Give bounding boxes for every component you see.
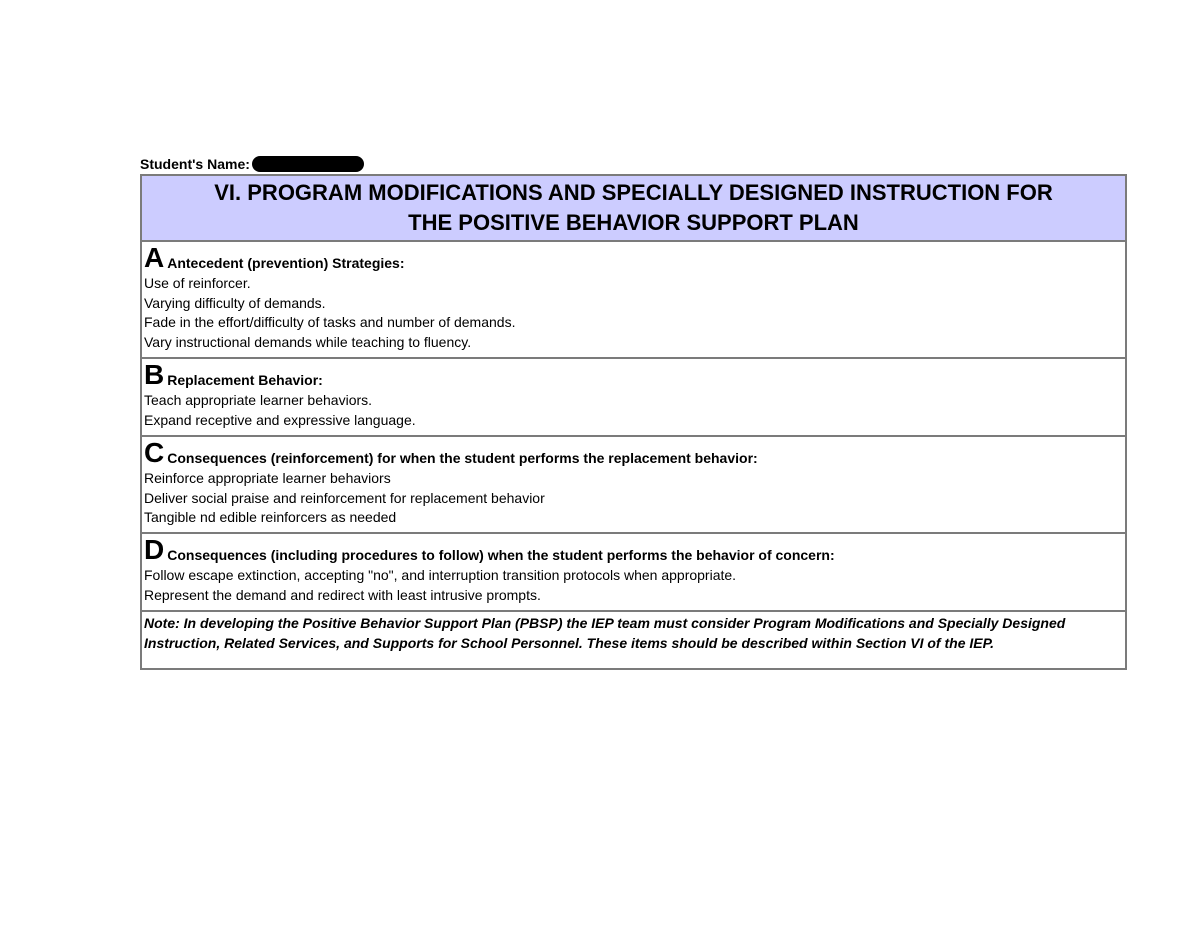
section-b bbox=[141, 358, 1126, 436]
list-item: Deliver social praise and reinforcement for replacement behavior bbox=[144, 489, 545, 506]
section-a-title: Antecedent (prevention) Strategies: bbox=[167, 255, 405, 271]
list-item: Varying difficulty of demands. bbox=[144, 294, 326, 311]
section-c bbox=[141, 436, 1126, 533]
section-d bbox=[141, 533, 1126, 611]
list-item: Vary instructional demands while teaching to fluency. bbox=[144, 333, 472, 350]
pbsp-table bbox=[140, 174, 1127, 670]
section-d-title: Consequences (including procedures to follow) when the student performs the behavior of concern: bbox=[167, 547, 835, 563]
list-item: Use of reinforcer. bbox=[144, 275, 251, 291]
list-item: Follow escape extinction, accepting "no", and interruption transition protocols when appropriate. bbox=[144, 567, 737, 583]
header-title-line1: VI. PROGRAM MODIFICATIONS AND SPECIALLY DESIGNED INSTRUCTION FOR bbox=[214, 180, 1053, 205]
list-item: Represent the demand and redirect with least intrusive prompts. bbox=[144, 586, 541, 603]
list-item: Fade in the effort/difficulty of tasks and number of demands. bbox=[144, 314, 516, 330]
list-item: Expand receptive and expressive language. bbox=[144, 411, 416, 428]
list-item: Tangible nd edible reinforcers as needed bbox=[144, 509, 397, 525]
section-b-title: Replacement Behavior: bbox=[167, 372, 323, 388]
section-c-letter: C bbox=[144, 437, 165, 468]
header-title-line2: THE POSITIVE BEHAVIOR SUPPORT PLAN bbox=[408, 210, 859, 235]
section-b-heading bbox=[144, 359, 1123, 389]
section-a bbox=[141, 241, 1126, 358]
list-item: Teach appropriate learner behaviors. bbox=[144, 392, 373, 408]
section-d-heading bbox=[144, 534, 1123, 564]
student-name-line bbox=[140, 154, 364, 174]
redacted-student-name bbox=[252, 156, 364, 172]
section-c-title: Consequences (reinforcement) for when the student performs the replacement behavior: bbox=[167, 450, 758, 466]
section-b-letter: B bbox=[144, 359, 165, 390]
section-d-letter: D bbox=[144, 534, 165, 565]
section-a-heading bbox=[144, 242, 1123, 272]
section-c-heading bbox=[144, 437, 1123, 467]
section-header bbox=[141, 175, 1126, 241]
section-a-letter: A bbox=[144, 242, 165, 273]
list-item: Reinforce appropriate learner behaviors bbox=[144, 470, 391, 486]
student-name-label: Student's Name: bbox=[140, 156, 250, 172]
pbsp-note: Note: In developing the Positive Behavior Support Plan (PBSP) the IEP team must consider Program Modifications and Specially Designed Instruction, Related Services, and Supports for School Personnel. These items should be described within Section VI of the IEP. bbox=[141, 611, 1126, 669]
